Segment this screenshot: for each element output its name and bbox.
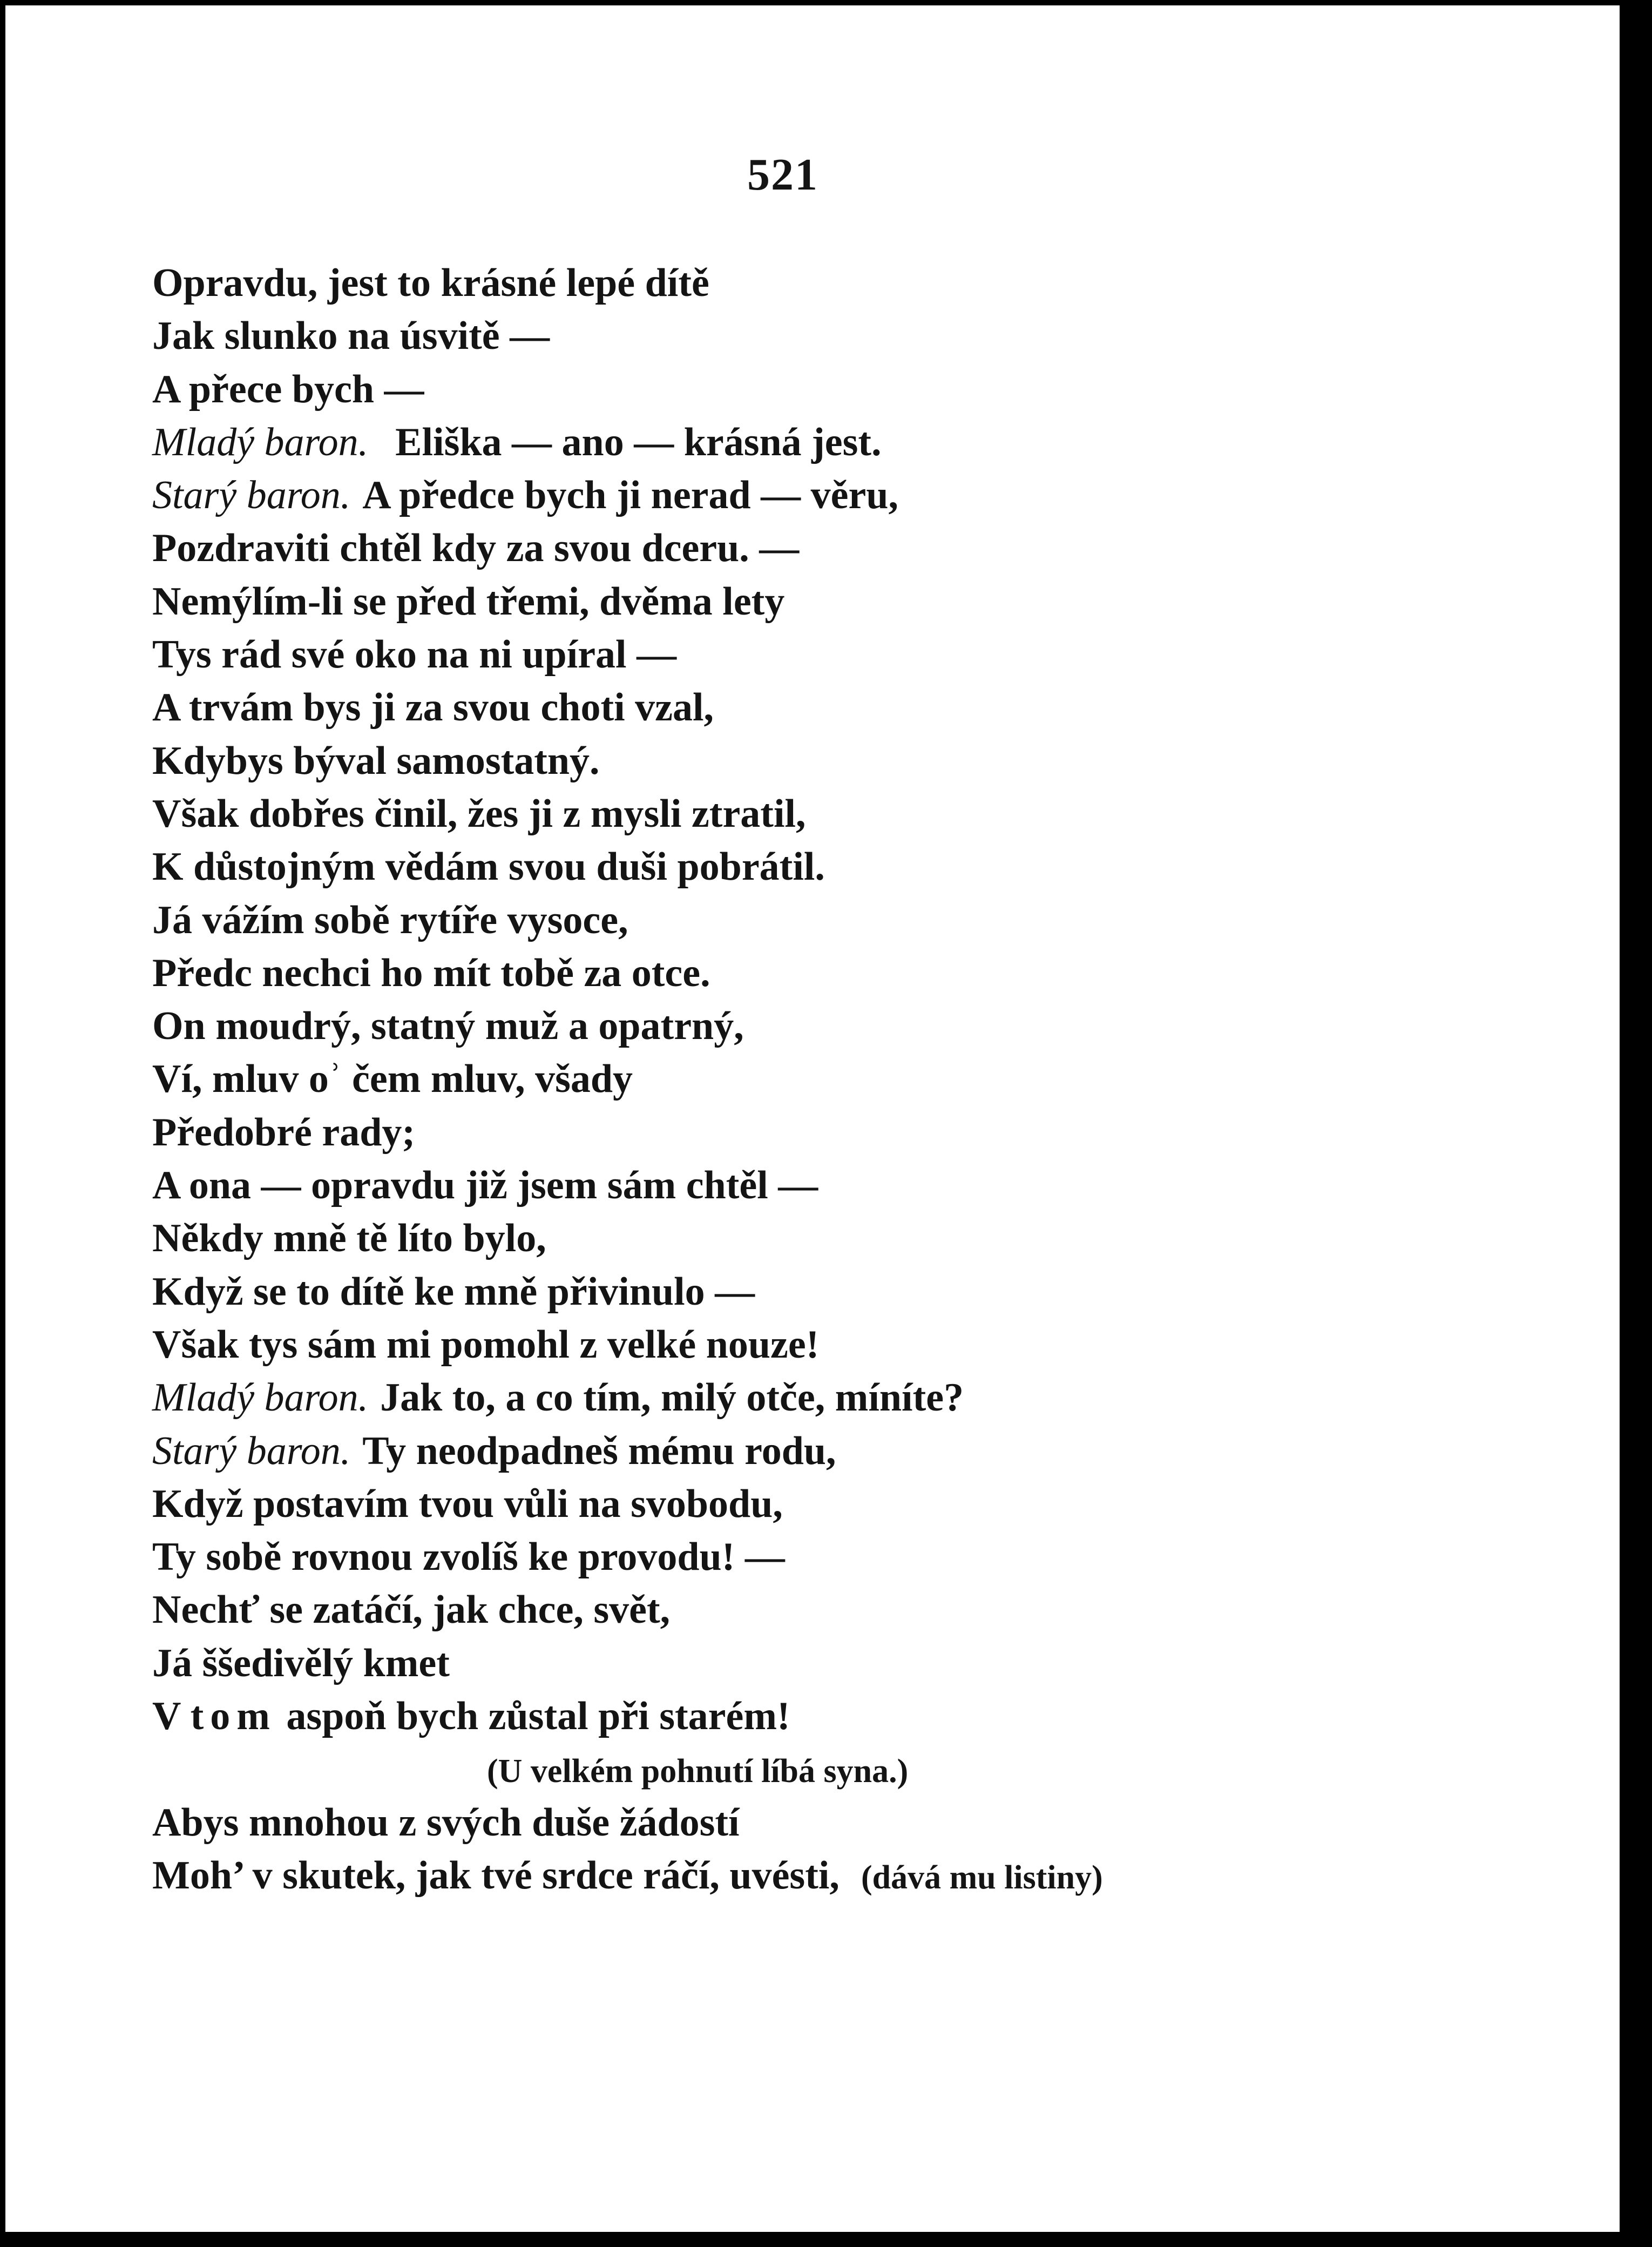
- verse-line: A přece bych —: [152, 367, 424, 411]
- verse-line: Když se to dítě ke mně přivinulo —: [152, 1269, 755, 1314]
- verse-line: Však dobřes činil, žes ji z mysli ztratil,: [152, 791, 806, 836]
- speaker-name: Starý baron.: [152, 1428, 351, 1473]
- verse-line: Já ššedivělý kmet: [152, 1641, 450, 1685]
- dialogue-line: [152, 1371, 1610, 1424]
- verse-line: K důstojným vědám svou duši pobrátil.: [152, 845, 825, 889]
- verse-line: Opravdu, jest to krásné lepé dítě: [152, 261, 709, 305]
- dialogue-text: Ty neodpadneš mému rodu,: [362, 1428, 836, 1473]
- verse-line: Když postavím tvou vůli na svobodu,: [152, 1481, 783, 1526]
- verse-line: Tys rád své oko na ni upíral —: [152, 632, 677, 677]
- verse-line: Nechť se zatáčí, jak chce, svět,: [152, 1588, 671, 1632]
- speaker-name: Starý baron.: [152, 473, 351, 518]
- emphasized-word: tom: [190, 1694, 276, 1739]
- verse-line: Nemýlím-li se před třemi, dvěma lety: [152, 579, 785, 624]
- verse-line: [152, 1690, 1610, 1743]
- dialogue-text: Eliška — ano — krásná jest.: [395, 420, 882, 464]
- dialogue-text: Jak to, a co tím, milý otče, míníte?: [380, 1375, 964, 1420]
- verse-text: Moh’ v skutek, jak tvé srdce ráčí, uvésti,: [152, 1853, 839, 1898]
- speaker-name: Mladý baron.: [152, 1375, 369, 1420]
- dialogue-line: [152, 1425, 1610, 1477]
- dialogue-text: A předce bych ji nerad — věru,: [362, 473, 899, 518]
- stage-direction: (U velkém pohnutí líbá syna.): [487, 1753, 909, 1790]
- verse-text: aspoň bych zůstal při starém!: [286, 1694, 790, 1739]
- poem-text: [152, 257, 1610, 1902]
- verse-line: Předc nechci ho mít tobě za otce.: [152, 950, 710, 995]
- verse-line: Abys mnohou z svých duše žádostí: [152, 1800, 740, 1845]
- verse-line: A trvám bys ji za svou choti vzal,: [152, 685, 714, 730]
- stage-direction-line: [152, 1743, 1610, 1796]
- verse-line: Jak slunko na úsvitě —: [152, 314, 550, 359]
- page-number: 521: [747, 150, 818, 200]
- verse-line: Ví, mluv oʾ čem mluv, všady: [152, 1057, 633, 1102]
- verse-line: [152, 1849, 1610, 1902]
- dialogue-line: [152, 416, 1610, 469]
- verse-line: Kdybys býval samostatný.: [152, 738, 600, 783]
- verse-line: Já vážím sobě rytíře vysoce,: [152, 898, 628, 942]
- stage-direction: (dává mu listiny): [861, 1859, 1103, 1896]
- verse-line: A ona — opravdu již jsem sám chtěl —: [152, 1163, 818, 1208]
- verse-line: Ty sobě rovnou zvolíš ke provodu! —: [152, 1535, 785, 1580]
- dialogue-line: [152, 469, 1610, 522]
- verse-text: V: [152, 1694, 181, 1739]
- verse-line: On moudrý, statný muž a opatrný,: [152, 1004, 744, 1049]
- speaker-name: Mladý baron.: [152, 420, 369, 464]
- verse-line: Pozdraviti chtěl kdy za svou dceru. —: [152, 526, 800, 571]
- verse-line: Však tys sám mi pomohl z velké nouze!: [152, 1322, 820, 1367]
- verse-line: Někdy mně tě líto bylo,: [152, 1216, 546, 1261]
- verse-line: Předobré rady;: [152, 1110, 416, 1155]
